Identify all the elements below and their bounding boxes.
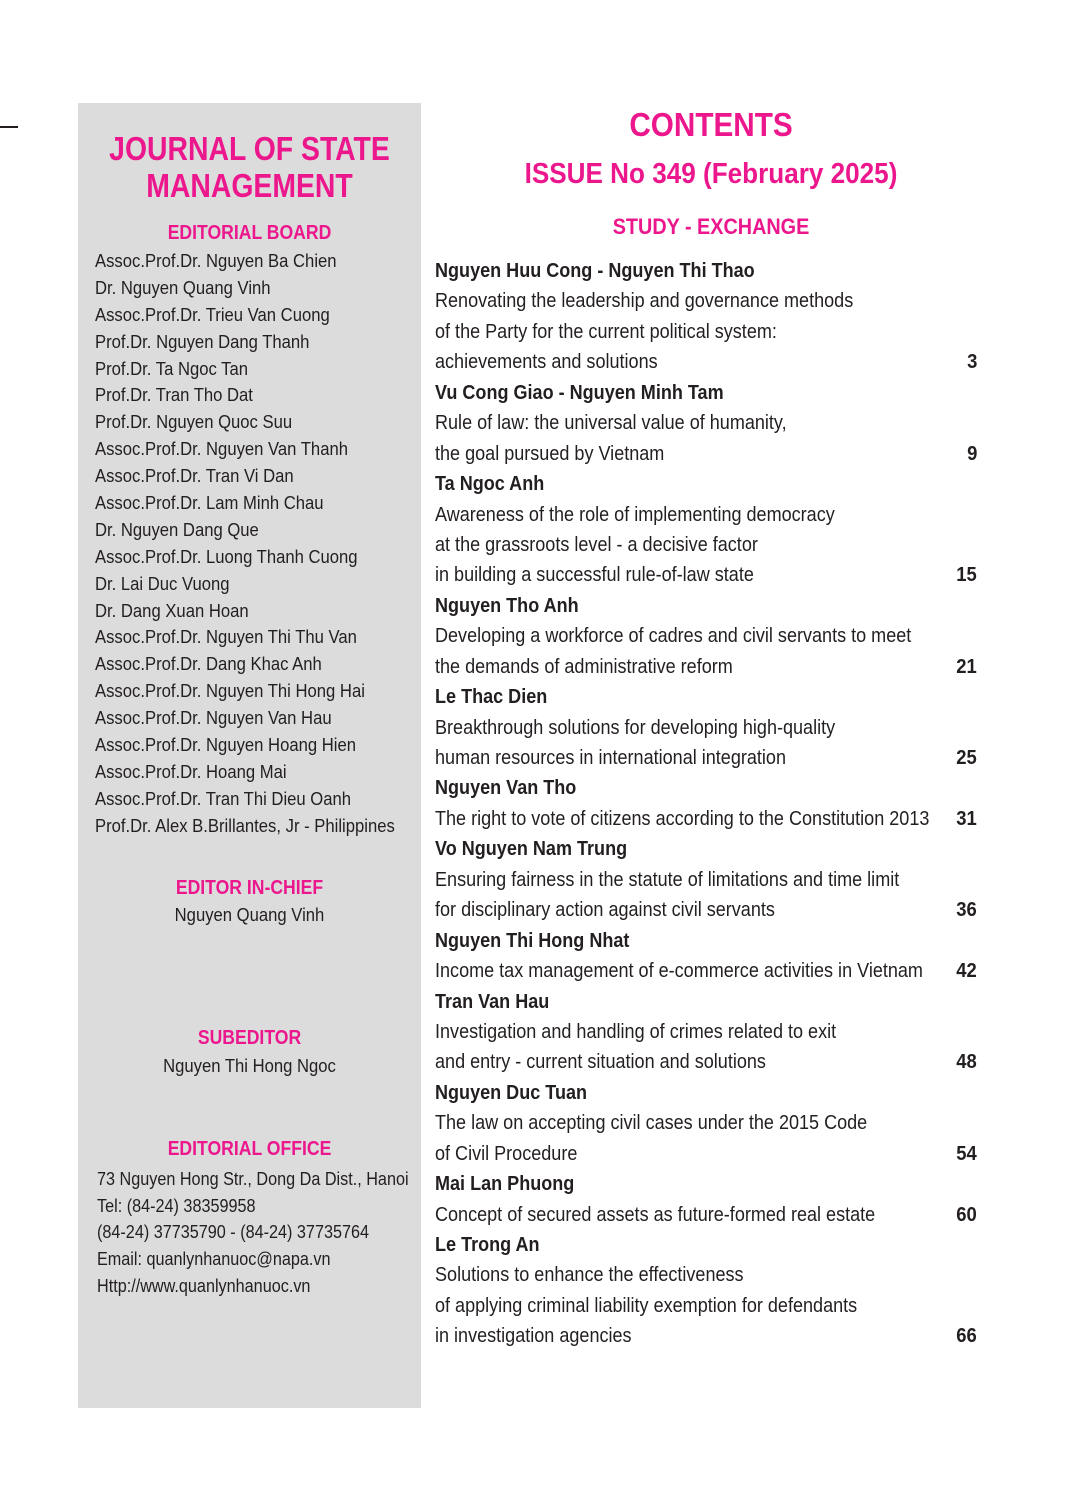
masthead-sidebar <box>78 103 421 1408</box>
article-author <box>435 1169 980 1199</box>
article-title-text: the goal pursued by Vietnam <box>435 441 665 465</box>
office-tel-2: (84-24) 37735790 - (84-24) 37735764 <box>97 1222 370 1243</box>
article-author-text: Le Thac Dien <box>435 685 548 709</box>
toc-entry <box>435 926 980 987</box>
board-member: Prof.Dr. Ta Ngoc Tan <box>95 357 249 379</box>
office-email: Email: quanlynhanuoc@napa.vn <box>97 1249 331 1270</box>
board-member: Assoc.Prof.Dr. Tran Vi Dan <box>95 465 294 487</box>
article-title-text: The right to vote of citizens according to the Constitution 2013 <box>435 806 930 830</box>
article-title-line <box>435 317 980 347</box>
office-tel: Tel: (84-24) 38359958 <box>97 1195 256 1216</box>
article-title-line <box>435 1321 980 1351</box>
page-number: 54 <box>956 1141 977 1165</box>
editorial-office-heading: EDITORIAL OFFICE <box>167 1138 332 1160</box>
article-title-line <box>435 621 980 651</box>
issue-title: ISSUE No 349 (February 2025) <box>524 158 898 190</box>
article-title-text: Rule of law: the universal value of humanity, <box>435 411 787 435</box>
article-title-text: Investigation and handling of crimes related to exit <box>435 1019 837 1043</box>
article-title-text: Breakthrough solutions for developing high-quality <box>435 715 836 739</box>
board-member: Dr. Dang Xuan Hoan <box>95 599 249 621</box>
article-title-text: human resources in international integration <box>435 746 786 769</box>
board-member: Assoc.Prof.Dr. Nguyen Van Thanh <box>95 438 348 460</box>
article-author <box>435 834 980 864</box>
article-title-text: and entry - current situation and solutions <box>435 1050 766 1074</box>
article-title-line <box>435 347 980 377</box>
article-title-text: of applying criminal liability exemption for defendants <box>435 1293 858 1317</box>
toc-entry <box>435 773 980 834</box>
article-author <box>435 682 980 712</box>
article-author-text: Ta Ngoc Anh <box>435 472 545 496</box>
article-title-line <box>435 743 980 773</box>
section-heading: STUDY - EXCHANGE <box>612 214 810 239</box>
toc-entry <box>435 1230 980 1352</box>
board-member: Assoc.Prof.Dr. Nguyen Ba Chien <box>95 250 337 271</box>
article-title-text: of the Party for the current political system: <box>435 319 777 343</box>
article-title-text: in building a successful rule-of-law state <box>435 563 754 587</box>
toc-entry <box>435 682 980 773</box>
page-number: 3 <box>966 350 977 374</box>
article-title-line <box>435 865 980 895</box>
toc-entry <box>435 378 980 469</box>
table-of-contents <box>435 256 980 1352</box>
board-member: Dr. Lai Duc Vuong <box>95 572 230 594</box>
page-number: 66 <box>956 1324 977 1348</box>
board-member: Assoc.Prof.Dr. Tran Thi Dieu Oanh <box>95 787 352 809</box>
page-number: 42 <box>956 959 977 983</box>
article-title-line <box>435 1108 980 1138</box>
article-author <box>435 773 980 803</box>
article-author-text: Nguyen Tho Anh <box>435 593 579 617</box>
board-member: Prof.Dr. Alex B.Brillantes, Jr - Philippines <box>95 814 395 836</box>
article-author <box>435 1078 980 1108</box>
article-title-line <box>435 1017 980 1047</box>
article-title-line <box>435 1139 980 1169</box>
article-title-line <box>435 1260 980 1290</box>
article-title-line <box>435 439 980 469</box>
article-title-text: Developing a workforce of cadres and civil servants to meet <box>435 624 912 648</box>
article-author <box>435 926 980 956</box>
board-member: Dr. Nguyen Quang Vinh <box>95 276 271 298</box>
article-title-line <box>435 804 980 834</box>
article-title-text: Income tax management of e-commerce activities in Vietnam <box>435 959 923 983</box>
page-number: 60 <box>956 1202 977 1226</box>
article-author-text: Vu Cong Giao - Nguyen Minh Tam <box>435 380 724 404</box>
board-member: Prof.Dr. Tran Tho Dat <box>95 384 253 406</box>
article-title-line <box>435 956 980 986</box>
board-member: Assoc.Prof.Dr. Nguyen Thi Hong Hai <box>95 680 365 702</box>
article-author-text: Nguyen Van Tho <box>435 776 577 800</box>
article-author-text: Vo Nguyen Nam Trung <box>435 837 628 861</box>
board-member: Prof.Dr. Nguyen Quoc Suu <box>95 411 293 433</box>
article-title-text: Solutions to enhance the effectiveness <box>435 1263 744 1287</box>
article-title-line <box>435 1047 980 1077</box>
article-author-text: Mai Lan Phuong <box>435 1172 575 1196</box>
page-number: 9 <box>966 441 977 465</box>
crop-mark <box>0 126 18 128</box>
editorial-office-details <box>97 1166 437 1299</box>
article-title-text: Ensuring fairness in the statute of limitations and time limit <box>435 867 900 891</box>
toc-entry <box>435 591 980 682</box>
article-author-text: Nguyen Duc Tuan <box>435 1080 588 1104</box>
page-number: 31 <box>956 806 977 830</box>
toc-entry <box>435 987 980 1078</box>
editorial-board-heading: EDITORIAL BOARD <box>167 222 332 244</box>
editorial-board-list <box>95 248 435 840</box>
article-title-line <box>435 895 980 925</box>
board-member: Assoc.Prof.Dr. Nguyen Hoang Hien <box>95 734 356 756</box>
article-title-line <box>435 560 980 590</box>
editor-in-chief-name: Nguyen Quang Vinh <box>174 904 325 925</box>
article-title-text: The law on accepting civil cases under the 2015 Code <box>435 1111 868 1135</box>
board-member: Assoc.Prof.Dr. Hoang Mai <box>95 760 287 782</box>
toc-entry <box>435 1078 980 1169</box>
article-title-text: of Civil Procedure <box>435 1141 578 1165</box>
article-author <box>435 256 980 286</box>
article-author <box>435 378 980 408</box>
article-author <box>435 469 980 499</box>
toc-entry <box>435 256 980 378</box>
board-member: Assoc.Prof.Dr. Nguyen Van Hau <box>95 707 332 729</box>
editor-in-chief-heading: EDITOR IN-CHIEF <box>175 877 324 899</box>
article-title-line <box>435 1291 980 1321</box>
article-title-text: Concept of secured assets as future-formed real estate <box>435 1202 876 1226</box>
article-author-text: Le Trong An <box>435 1233 540 1256</box>
office-website: Http://www.quanlynhanuoc.vn <box>97 1275 311 1296</box>
page-number: 15 <box>956 563 977 587</box>
article-title-text: in investigation agencies <box>435 1324 632 1348</box>
page-number: 25 <box>956 746 977 769</box>
journal-title-line: MANAGEMENT <box>146 167 353 204</box>
article-title-line <box>435 408 980 438</box>
article-title-line <box>435 1200 980 1230</box>
board-member: Assoc.Prof.Dr. Lam Minh Chau <box>95 492 324 514</box>
article-author <box>435 987 980 1017</box>
article-author-text: Nguyen Huu Cong - Nguyen Thi Thao <box>435 259 755 282</box>
article-title-text: the demands of administrative reform <box>435 654 733 678</box>
subeditor-heading: SUBEDITOR <box>197 1027 302 1049</box>
toc-entry <box>435 469 980 591</box>
journal-title-line: JOURNAL OF STATE <box>109 130 390 167</box>
board-member: Assoc.Prof.Dr. Dang Khac Anh <box>95 653 322 675</box>
toc-entry <box>435 834 980 925</box>
page-number: 36 <box>956 898 977 922</box>
board-member: Prof.Dr. Nguyen Dang Thanh <box>95 330 310 352</box>
article-title-text: Renovating the leadership and governance methods <box>435 289 854 313</box>
toc-entry <box>435 1169 980 1230</box>
article-title-text: at the grassroots level - a decisive factor <box>435 532 758 556</box>
article-title-text: for disciplinary action against civil servants <box>435 898 775 922</box>
article-title-line <box>435 652 980 682</box>
article-title-line <box>435 286 980 316</box>
subeditor-name: Nguyen Thi Hong Ngoc <box>163 1055 336 1076</box>
office-address: 73 Nguyen Hong Str., Dong Da Dist., Hanoi <box>97 1169 409 1189</box>
article-title-line <box>435 530 980 560</box>
page-number: 48 <box>956 1050 977 1074</box>
contents-title: CONTENTS <box>629 106 793 143</box>
board-member: Assoc.Prof.Dr. Nguyen Thi Thu Van <box>95 626 357 648</box>
article-title-line <box>435 713 980 743</box>
board-member: Assoc.Prof.Dr. Trieu Van Cuong <box>95 303 330 325</box>
board-member: Dr. Nguyen Dang Que <box>95 518 259 540</box>
article-title-line <box>435 500 980 530</box>
page-number: 21 <box>956 654 977 678</box>
article-author <box>435 591 980 621</box>
article-author-text: Nguyen Thi Hong Nhat <box>435 928 630 952</box>
board-member: Assoc.Prof.Dr. Luong Thanh Cuong <box>95 545 358 567</box>
article-author-text: Tran Van Hau <box>435 989 550 1013</box>
article-title-text: achievements and solutions <box>435 350 658 374</box>
article-author <box>435 1230 980 1260</box>
article-title-text: Awareness of the role of implementing democracy <box>435 502 835 526</box>
journal-title <box>102 130 397 204</box>
